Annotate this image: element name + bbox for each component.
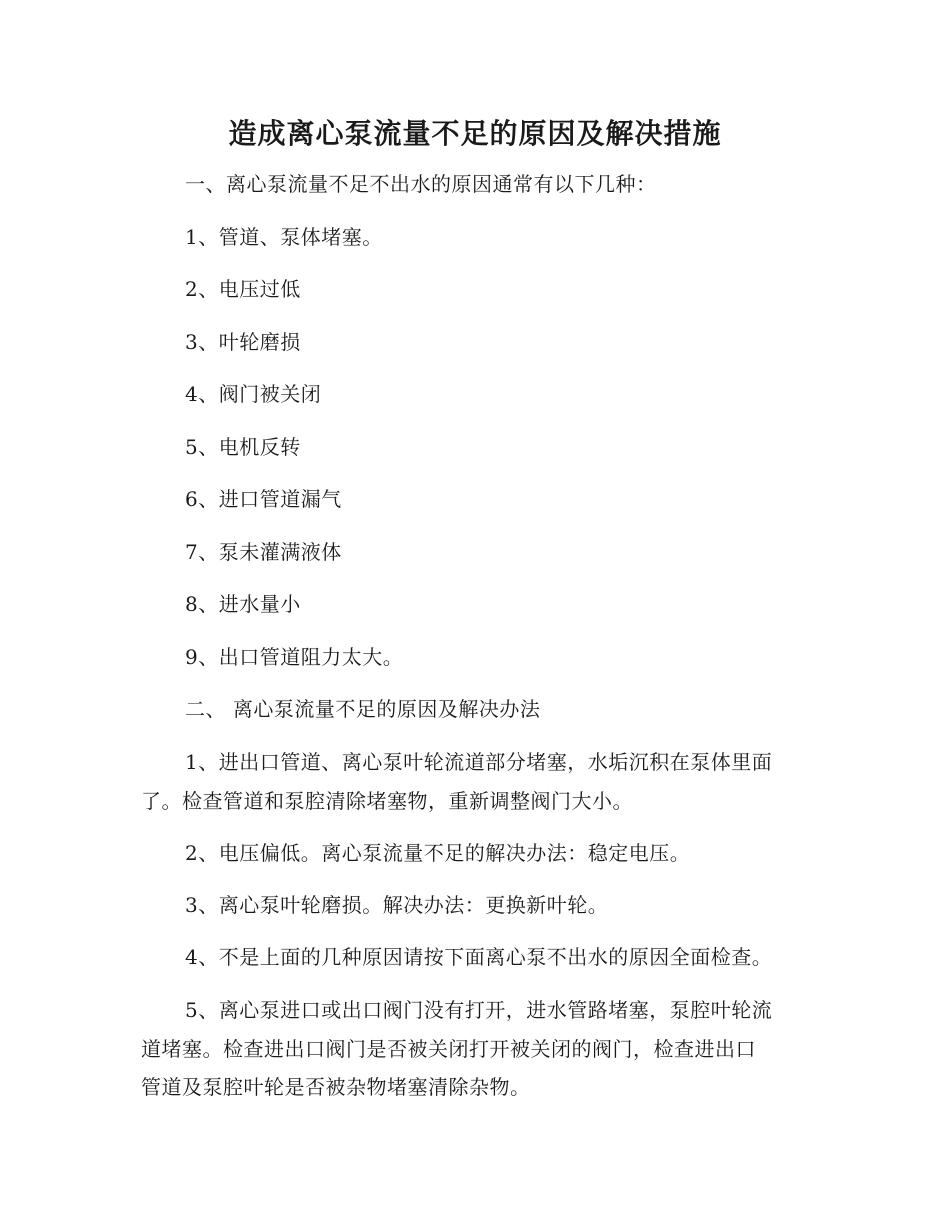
cause-item-6: 6、进口管道漏气: [185, 487, 342, 511]
solution-1-line-2: 了。检查管道和泵腔清除堵塞物，重新调整阀门大小。: [141, 789, 633, 813]
section-1-heading: 一、离心泵流量不足不出水的原因通常有以下几种：: [185, 172, 657, 196]
solution-4: 4、不是上面的几种原因请按下面离心泵不出水的原因全面检查。: [185, 945, 773, 969]
cause-item-2: 2、电压过低: [185, 277, 301, 301]
cause-item-9: 9、出口管道阻力太大。: [185, 645, 404, 669]
cause-item-5: 5、电机反转: [185, 435, 301, 459]
document-title: 造成离心泵流量不足的原因及解决措施: [228, 117, 722, 150]
cause-item-7: 7、泵未灌满液体: [185, 540, 342, 564]
solution-5-line-2: 道堵塞。检查进出口阀门是否被关闭打开被关闭的阀门，检查进出口: [141, 1037, 756, 1061]
cause-item-8: 8、进水量小: [185, 592, 301, 616]
cause-item-3: 3、叶轮磨损: [185, 330, 301, 354]
solution-5-line-3: 管道及泵腔叶轮是否被杂物堵塞清除杂物。: [141, 1075, 531, 1099]
cause-item-4: 4、阀门被关闭: [185, 382, 322, 406]
solution-1-line-1: 1、进出口管道、离心泵叶轮流道部分堵塞，水垢沉积在泵体里面: [185, 750, 773, 774]
solution-5-line-1: 5、离心泵进口或出口阀门没有打开，进水管路堵塞，泵腔叶轮流: [185, 998, 773, 1022]
cause-item-1: 1、管道、泵体堵塞。: [185, 225, 383, 249]
solution-3: 3、离心泵叶轮磨损。解决办法：更换新叶轮。: [185, 893, 609, 917]
section-2-heading: 二、 离心泵流量不足的原因及解决办法: [185, 697, 541, 721]
solution-2: 2、电压偏低。离心泵流量不足的解决办法：稳定电压。: [185, 841, 691, 865]
